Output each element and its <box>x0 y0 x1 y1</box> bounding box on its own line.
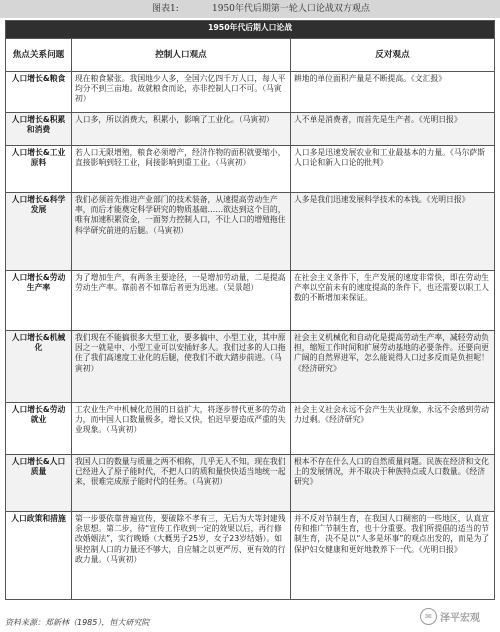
table-banner: 1950年代后期人口论战 <box>6 21 495 39</box>
row-oppose-view: 人多是我们迅速发展科学技术的本钱。《光明日报》 <box>291 193 495 271</box>
header-control-view: 控制人口观点 <box>72 39 291 72</box>
table-row <box>6 271 495 331</box>
row-control-view: 若人口无限增殖，粮食必须增产，经济作物的面积就要缩小，直接影响到轻工业，间接影响到重工业。（马寅初） <box>72 146 291 193</box>
row-oppose-view: 在社会主义条件下，生产发展的速度非常快，即在劳动生产率以空前未有的速度提高的条件下，也还需要以职工人数的不断增加来保证。 <box>291 271 495 331</box>
table-row <box>6 512 495 600</box>
row-control-view: 我们必须首先推进产业部门的技术装备，从速提高劳动生产率，而后才能奠定科学研究的物质基础……欲达到这个目的，唯有加速积累资金，一面努力控制人口，不让人口的增殖拖住科学研究前进的后腿。（马寅初） <box>72 193 291 271</box>
figure-title <box>0 0 500 18</box>
table-row <box>6 113 495 146</box>
source-note: 资料来源：郑新林（1985），恒大研究院 <box>5 618 150 627</box>
row-control-view: 人口多，所以消费大，积累小，影响了工业化。（马寅初） <box>72 113 291 146</box>
table-header-row <box>6 39 495 72</box>
header-oppose-view: 反对观点 <box>291 39 495 72</box>
row-oppose-view: 人不单是消费者，而首先是生产者。《光明日报》 <box>291 113 495 146</box>
table-row <box>6 193 495 271</box>
table-row <box>6 72 495 113</box>
row-topic: 人口增长&工业原料 <box>6 146 72 193</box>
debate-table <box>5 20 495 600</box>
row-topic: 人口增长&粮食 <box>6 72 72 113</box>
row-topic: 人口增长&劳动生产率 <box>6 271 72 331</box>
row-oppose-view: 社会主义机械化和自动化是提高劳动生产率，减轻劳动负担，缩短工作时间和扩展劳动基地的必要条件。还要向更广阔的自然界进军，怎么能说得人口过多反而是负担呢！《经济研究》 <box>291 331 495 403</box>
figure-title-text: 1950年代后期第一轮人口论战双方观点 <box>212 4 370 14</box>
watermark-text: 泽平宏观 <box>440 612 480 624</box>
watermark <box>420 606 494 626</box>
row-control-view: 我们现在不能搞很多大型工业，要多搞中、小型工业，其中原因之一就是中、小型工业可以安插好多人。我们过多的人口拖住了我们高速度工业化的后腿，使我们不敢大踏步前进。（马寅初） <box>72 331 291 403</box>
row-topic: 人口增长&劳动就业 <box>6 403 72 455</box>
row-topic: 人口增长&人口质量 <box>6 455 72 512</box>
table-row <box>6 146 495 193</box>
row-control-view: 现在粮食紧张。我国地少人多，全国六亿四千万人口，每人平均分不到三亩地。故就粮食而论，亦非控制人口不可。（马寅初） <box>72 72 291 113</box>
row-oppose-view: 并不反对节制生育，在我国人口稠密的一些地区，认真宣传和推广节制生育，也十分重要。我们所提倡的适当的节制生育，决不是以“人多是坏事”的观点出发的，而是为了保护妇女健康和更好地教养下一代。《光明日报》 <box>291 512 495 600</box>
table-row <box>6 403 495 455</box>
row-control-view: 第一步要依靠普遍宣传，要破除不孝有三，无后为大等封建残余思想。第二步，待“宣传工作收到一定的效果以后，再行修改婚姻法”，实行晚婚（大概男子25岁，女子23岁结婚）。如果控制人口的力量还不够大，自应辅之以更严厉、更有效的行政力量。（马寅初） <box>72 512 291 600</box>
row-oppose-view: 耕地的单位面积产量是不断提高。《文汇报》 <box>291 72 495 113</box>
header-focus-issue: 焦点关系问题 <box>6 39 72 72</box>
row-oppose-view: 社会主义社会永远不会产生失业现象，永远不会感到劳动力过剩。《经济研究》 <box>291 403 495 455</box>
row-control-view: 为了增加生产，有两条主要途径，一是增加劳动量，二是提高劳动生产率。靠前者不如靠后者更为迅速。（吴景超） <box>72 271 291 331</box>
row-topic: 人口增长&机械化 <box>6 331 72 403</box>
wechat-icon: ✉ <box>420 608 437 625</box>
row-oppose-view: 人口多是迅速发展农业和工业最基本的力量。《马尔萨斯人口论和新人口论的批判》 <box>291 146 495 193</box>
row-topic: 人口增长&科学发展 <box>6 193 72 271</box>
row-control-view: 工农业生产中机械化范围的日益扩大，将逐步替代更多的劳动力，而中国人口数量极多，增长又快，怕迟早要造成严重的失业现象。（马寅初） <box>72 403 291 455</box>
row-topic: 人口增长&积累和消费 <box>6 113 72 146</box>
table-row <box>6 331 495 403</box>
figure-label: 图表1: <box>152 4 179 14</box>
row-oppose-view: 根本不存在什么人口的自然质量问题。民族在经济和文化上的发展情况，并不取决于种族特点或人口数量。《经济研究》 <box>291 455 495 512</box>
table-row <box>6 455 495 512</box>
row-control-view: 我国人口的数量与质量之两不相称，几乎无人不知。现在我们已经进入了原子能时代，不把人口的质和量快快适当地统一起来，很难完成原子能时代的任务。（马寅初） <box>72 455 291 512</box>
row-topic: 人口政策和措施 <box>6 512 72 600</box>
